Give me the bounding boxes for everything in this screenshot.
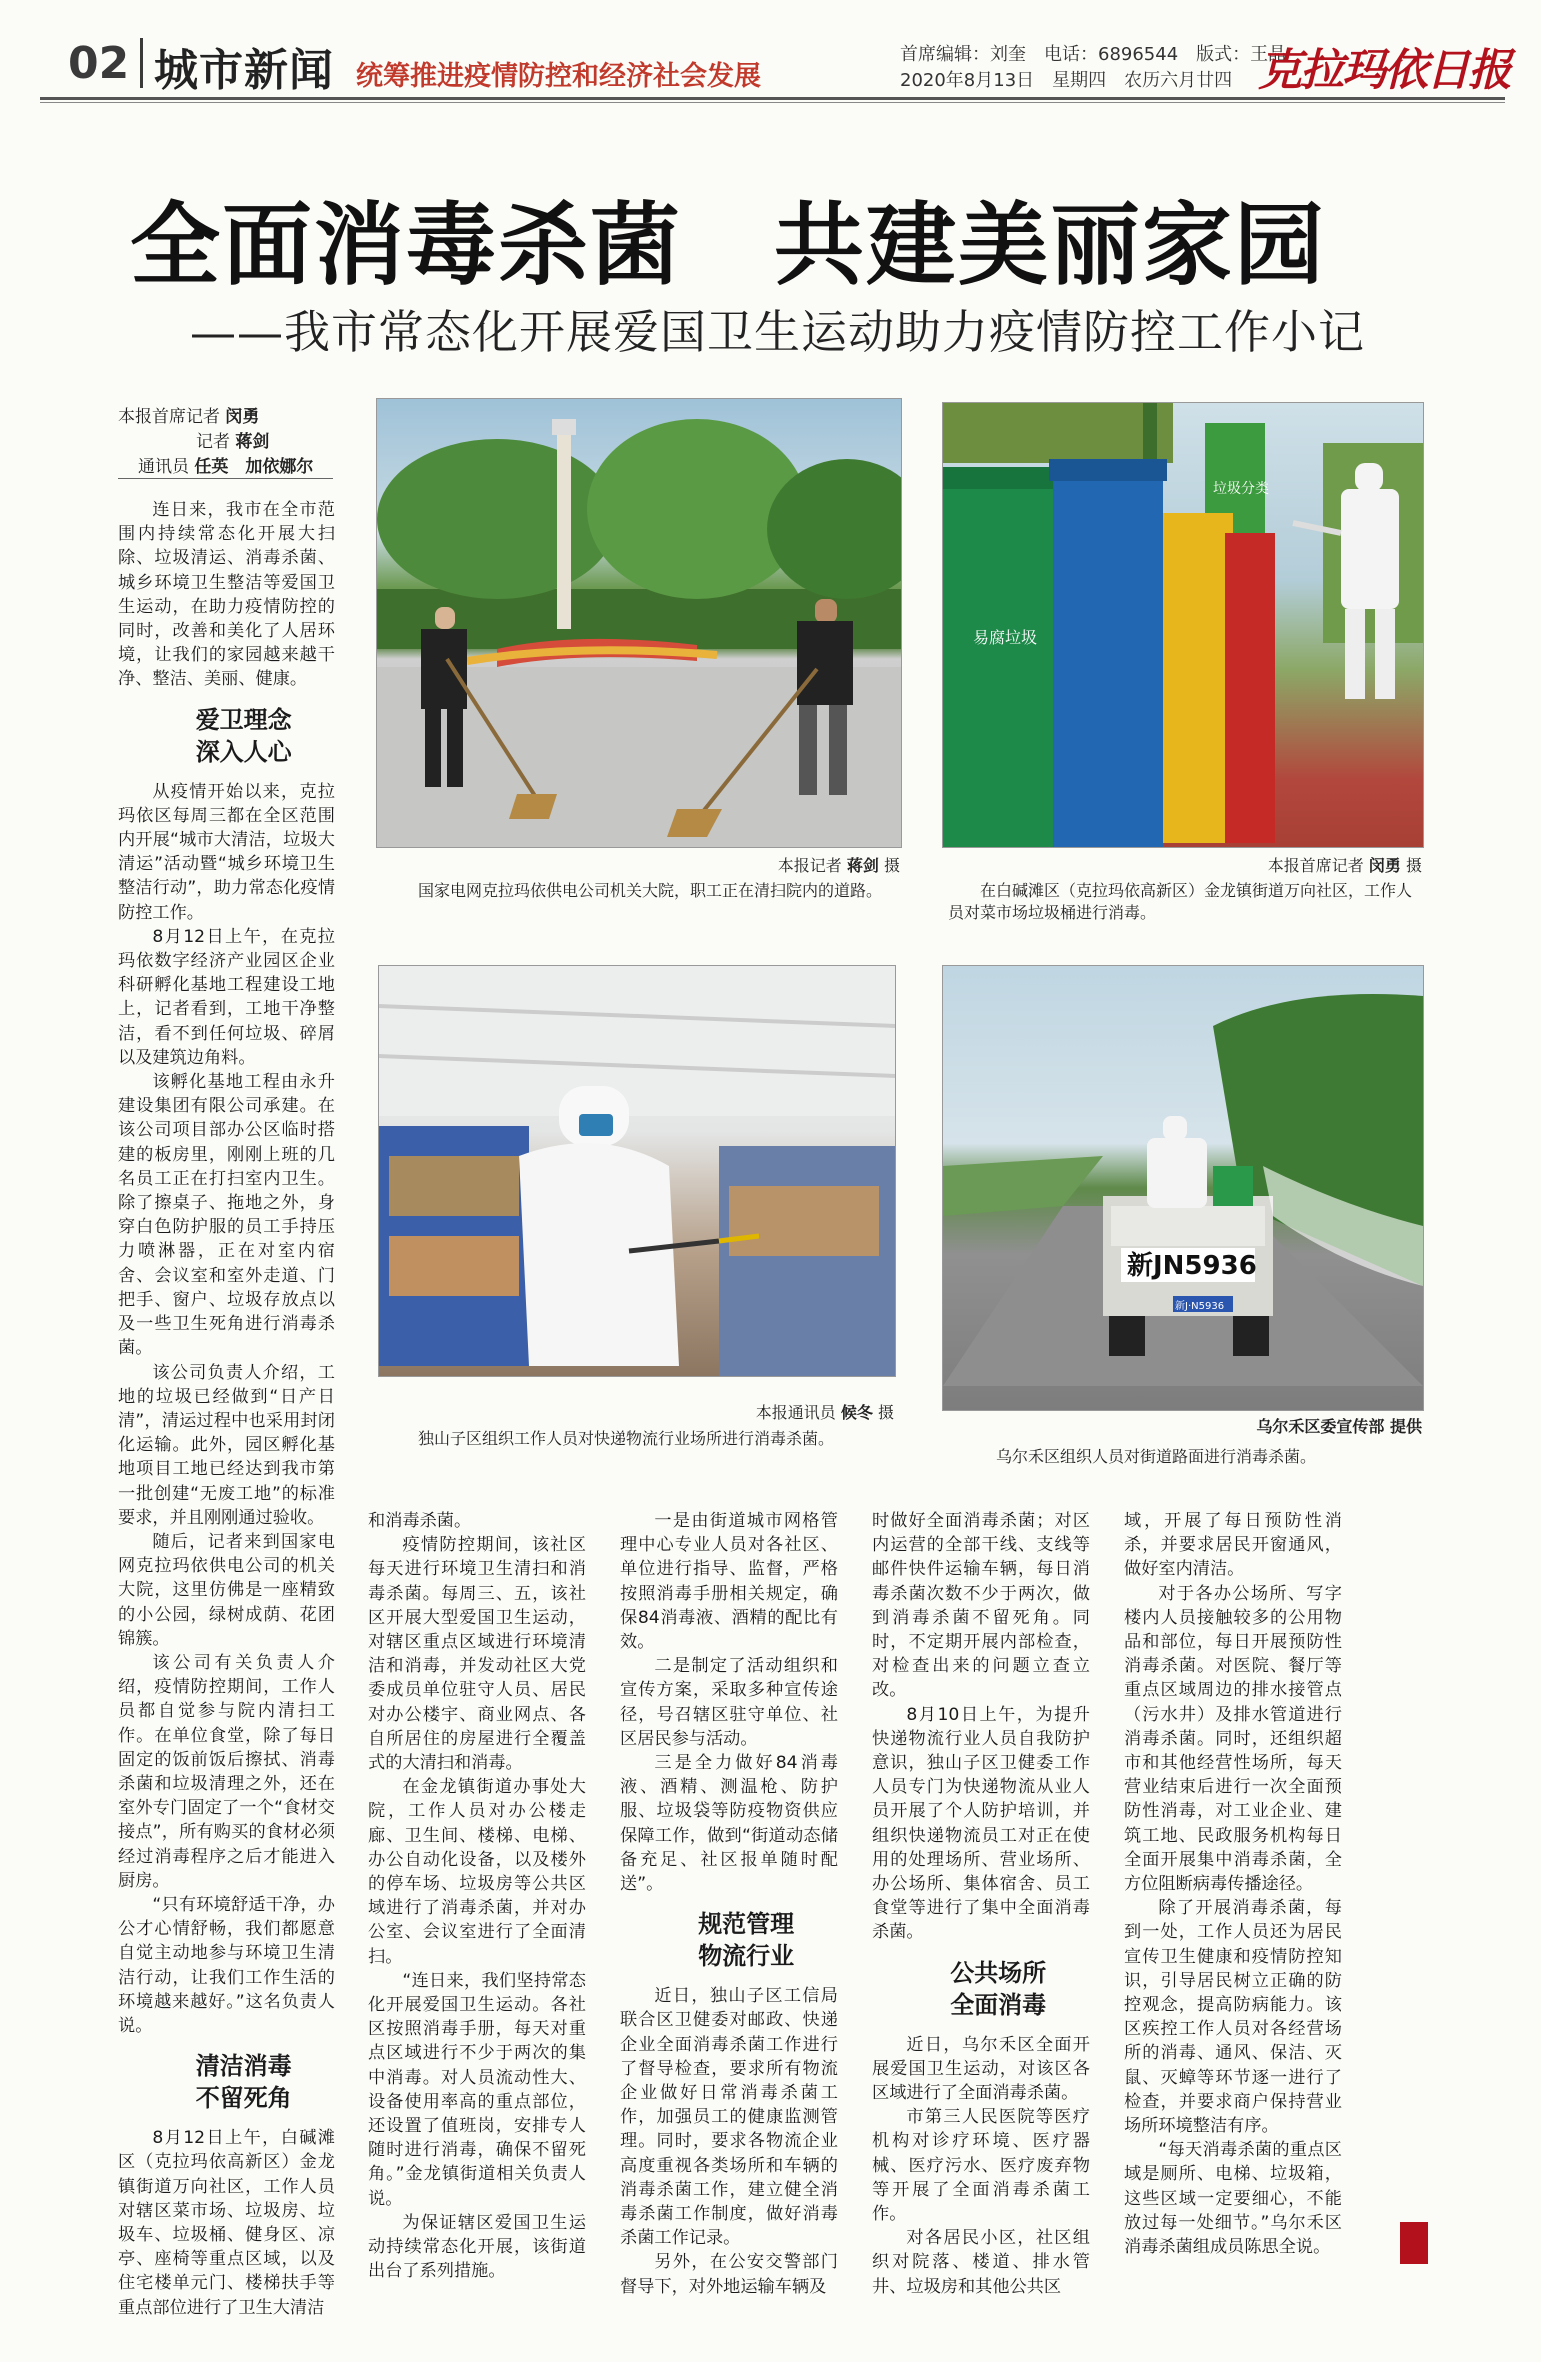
end-of-article-marker <box>1400 2222 1428 2264</box>
article-column-4 <box>872 1509 1090 2299</box>
photo2-caption: 在白碱滩区（克拉玛依高新区）金龙镇街道万向社区，工作人员对菜市场垃圾桶进行消毒。 <box>948 881 1413 922</box>
photo3-caption: 独山子区组织工作人员对快递物流行业场所进行消毒杀菌。 <box>418 1429 835 1448</box>
date-info: 2020年8月13日 星期四 农历六月廿四 <box>900 70 1233 91</box>
photo1-credit: 本报记者 蒋剑 摄 <box>777 856 900 875</box>
paragraph: 该孵化基地工程由永升建设集团有限公司承建。在该公司项目部办公区临时搭建的板房里，刚刚上班的几名员工正在打扫室内卫生。除了擦桌子、拖地之外，身穿白色防护服的员工手持压力喷淋器，正在对室内宿舍、会议室和室外走道、门把手、窗户、垃圾存放点以及一些卫生死角进行消毒杀菌。 <box>118 1072 335 1359</box>
paragraph: 二是制定了活动组织和宣传方案，采取多种宣传途径，号召辖区驻守单位、社区居民参与活动。 <box>620 1656 838 1749</box>
byline-line3: 通讯员 任英 加依娜尔 <box>138 457 314 477</box>
photo3-credit: 本报通讯员 候冬 摄 <box>755 1403 894 1422</box>
photo-warehouse <box>378 965 896 1377</box>
paragraph: “连日来，我们坚持常态化开展爱国卫生运动。各社区按照消毒手册，每天对重点区域进行不少于两次的集中消毒。对人员流动性大、设备使用率高的重点部位，还设置了值班岗，安排专人随时进行消毒，确保不留死角。”金龙镇街道相关负责人说。 <box>368 1970 586 2209</box>
paragraph: 该公司负责人介绍，工地的垃圾已经做到“日产日清”，清运过程中也采用封闭化运输。此外，园区孵化基地项目工地已经达到我市第一批创建“无废工地”的标准要求，并且刚刚通过验收。 <box>118 1362 335 1528</box>
paragraph: 一是由街道城市网格管理中心专业人员对各社区、单位进行指导、监督，严格按照消毒手册相关规定，确保84消毒液、酒精的配比有效。 <box>620 1511 838 1653</box>
paragraph: 对各居民小区，社区组织对院落、楼道、排水管井、垃圾房和其他公共区 <box>872 2228 1090 2297</box>
photo4-caption: 乌尔禾区组织人员对街道路面进行消毒杀菌。 <box>996 1447 1317 1466</box>
paragraph: 近日，乌尔禾区全面开展爱国卫生运动，对该区各区域进行了全面消毒杀菌。 <box>872 2034 1090 2104</box>
subtitle-1-line2: 深入人心 <box>195 737 292 766</box>
warehouse-scene-illustration <box>379 966 895 1376</box>
section-title: 城市新闻 <box>154 45 334 96</box>
sweeping-scene-illustration <box>377 399 901 847</box>
photo2-credit: 本报首席记者 闵勇 摄 <box>1267 856 1422 875</box>
paragraph: 三是全力做好84消毒液、酒精、测温枪、防护服、垃圾袋等防疫物资供应保障工作，做到“街道动态储备充足、社区报单随时配送”。 <box>620 1753 838 1895</box>
bin-label: 易腐垃圾 <box>973 628 1038 647</box>
article-column-1 <box>118 498 335 2320</box>
paragraph: 时做好全面消毒杀菌；对区内运营的全部干线、支线等邮件快件运输车辆，每日消毒杀菌次数不少于两次，做到消毒杀菌不留死角。同时，不定期开展内部检查，对检查出来的问题立查立改。 <box>872 1511 1090 1701</box>
license-plate-small-text: 新J·N5936 <box>1175 1301 1225 1312</box>
photo4-credit: 乌尔禾区委宣传部 提供 <box>1256 1417 1422 1436</box>
paragraph: 域，开展了每日预防性消杀，并要求居民开窗通风，做好室内清洁。 <box>1124 1511 1342 1580</box>
article-column-2 <box>368 1509 586 2284</box>
sub-headline: ——我市常态化开展爱国卫生运动助力疫情防控工作小记 <box>190 305 1365 359</box>
header-rule-thin <box>40 102 1505 103</box>
paragraph: “只有环境舒适干净，办公才心情舒畅，我们都愿意自觉主动地参与环境卫生清洁行动，让我们工作生活的环境越来越好。”这名负责人说。 <box>118 1894 335 2036</box>
byline-line1: 本报首席记者 闵勇 <box>118 407 260 427</box>
newspaper-logo: 克拉玛依日报 <box>1258 45 1510 96</box>
paragraph: 和消毒杀菌。 <box>368 1511 472 1531</box>
paragraph: 另外，在公安交警部门督导下，对外地运输车辆及 <box>620 2252 838 2297</box>
paragraph: 从疫情开始以来，克拉玛依区每周三都在全区范围内开展“城市大清洁，垃圾大清运”活动暨“城乡环境卫生整洁行动”，助力常态化疫情防控工作。 <box>118 781 335 923</box>
article-column-5 <box>1124 1509 1342 2259</box>
header-rule <box>40 97 1505 100</box>
paragraph: 为保证辖区爱国卫生运动持续常态化开展，该街道出台了系列措施。 <box>368 2212 586 2282</box>
subtitle-4-line2: 全面消毒 <box>950 1990 1047 2019</box>
main-headline: 全面消毒杀菌 共建美丽家园 <box>130 193 1326 298</box>
header-divider <box>140 38 143 88</box>
editor-info: 首席编辑：刘奎 电话：6896544 版式：王晶 <box>900 44 1287 65</box>
paragraph: 除了开展消毒杀菌，每到一处，工作人员还为居民宣传卫生健康和疫情防控知识，引导居民树立正确的防控观念，提高防病能力。该区疾控工作人员对各经营场所的消毒、通风、保洁、灭鼠、灭蟑等环节逐一进行了检查，并要求商户保持营业场所环境整洁有序。 <box>1124 1898 1342 2137</box>
subtitle-3-line2: 物流行业 <box>698 1942 795 1971</box>
section-theme: 统筹推进疫情防控和经济社会发展 <box>356 61 761 92</box>
paragraph: 该公司有关负责人介绍，疫情防控期间，工作人员都自觉参与院内清扫工作。在单位食堂，除了每日固定的饭前饭后擦拭、消毒杀菌和垃圾清理之外，还在室外专门固定了一个“食材交接点”，所有购买的食材必须经过消毒程序之后才能进入厨房。 <box>118 1652 335 1891</box>
paragraph: “每天消毒杀菌的重点区域是厕所、电梯、垃圾箱，这些区域一定要细心，不能放过每一处细节。”乌尔禾区消毒杀菌组成员陈思全说。 <box>1124 2140 1342 2258</box>
photo1-caption: 国家电网克拉玛依供电公司机关大院，职工正在清扫院内的道路。 <box>418 881 883 900</box>
paragraph: 市第三人民医院等医疗机构对诊疗环境、医疗器械、医疗污水、医疗废弃物等开展了全面消毒杀菌工作。 <box>872 2107 1090 2225</box>
subtitle-2-line2: 不留死角 <box>195 2084 292 2113</box>
paragraph: 8月12日上午，白碱滩区（克拉玛依高新区）金龙镇街道万向社区，工作人员对辖区菜市场、垃圾房、垃圾车、垃圾桶、健身区、凉亭、座椅等重点区域，以及住宅楼单元门、楼梯扶手等重点部位进行了卫生大清洁 <box>118 2128 335 2318</box>
intro-paragraph: 连日来，我市在全市范围内持续常态化开展大扫除、垃圾清运、消毒杀菌、城乡环境卫生整洁等爱国卫生运动，在助力疫情防控的同时，改善和美化了人居环境，让我们的家园越来越干净、整洁、美丽、健康。 <box>118 500 335 690</box>
photo-truck <box>942 965 1424 1411</box>
byline-rule <box>118 478 333 479</box>
photo-garbage-bins <box>942 402 1424 848</box>
paragraph: 近日，独山子区工信局联合区卫健委对邮政、快递企业全面消毒杀菌工作进行了督导检查，要求所有物流企业做好日常消毒杀菌工作，加强员工的健康监测管理。同时，要求各物流企业高度重视各类场所和车辆的消毒杀菌工作，建立健全消毒杀菌工作制度，做好消毒杀菌工作记录。 <box>620 1986 838 2249</box>
paragraph: 8月10日上午，为提升快递物流行业人员自我防护意识，独山子区卫健委工作人员专门为快递物流从业人员开展了个人防护培训，并组织快递物流员工对正在使用的处理场所、营业场所、办公场所、集体宿舍、员工食堂等进行了集中全面消毒杀菌。 <box>872 1704 1090 1943</box>
paragraph: 疫情防控期间，该社区每天进行环境卫生清扫和消毒杀菌。每周三、五，该社区开展大型爱国卫生运动，对辖区重点区域进行环境清洁和消毒，并发动社区大党委成员单位驻守人员、居民对办公楼宇、商业网点、各自所居住的房屋进行全覆盖式的大清扫和消毒。 <box>368 1535 586 1774</box>
bins-scene-illustration <box>943 403 1423 847</box>
subtitle-4-line1: 公共场所 <box>950 1958 1047 1987</box>
page-number: 02 <box>68 38 130 89</box>
byline-line2: 记者 蒋剑 <box>196 432 270 452</box>
paragraph: 对于各办公场所、写字楼内人员接触较多的公用物品和部位，每日开展预防性消毒杀菌。对医院、餐厅等重点区域周边的排水接管点（污水井）及排水管道进行消毒杀菌。同时，还组织超市和其他经营性场所，每天营业结束后进行一次全面预防性消毒，对工业企业、建筑工地、民政服务机构每日全面开展集中消毒杀菌，全方位阻断病毒传播途径。 <box>1124 1583 1342 1895</box>
paragraph: 在金龙镇街道办事处大院，工作人员对办公楼走廊、卫生间、楼梯、电梯、办公自动化设备，以及楼外的停车场、垃圾房等公共区域进行了消毒杀菌，并对办公室、会议室进行了全面清扫。 <box>368 1777 586 1967</box>
subtitle-2-line1: 清洁消毒 <box>195 2052 292 2081</box>
subtitle-1-line1: 爱卫理念 <box>195 705 292 734</box>
article-column-3 <box>620 1509 838 2299</box>
subtitle-3-line1: 规范管理 <box>698 1910 795 1939</box>
license-plate-text: 新JN5936 <box>1127 1251 1257 1281</box>
photo-sweeping <box>376 398 902 848</box>
paragraph: 随后，记者来到国家电网克拉玛依供电公司的机关大院，这里仿佛是一座精致的小公园，绿树成荫、花团锦簇。 <box>118 1531 335 1649</box>
truck-scene-illustration <box>943 966 1423 1410</box>
sign-text: 垃圾分类 <box>1213 481 1269 497</box>
paragraph: 8月12日上午，在克拉玛依数字经济产业园区企业科研孵化基地工程建设工地上，记者看到，工地干净整洁，看不到任何垃圾、碎屑以及建筑边角料。 <box>118 926 335 1068</box>
